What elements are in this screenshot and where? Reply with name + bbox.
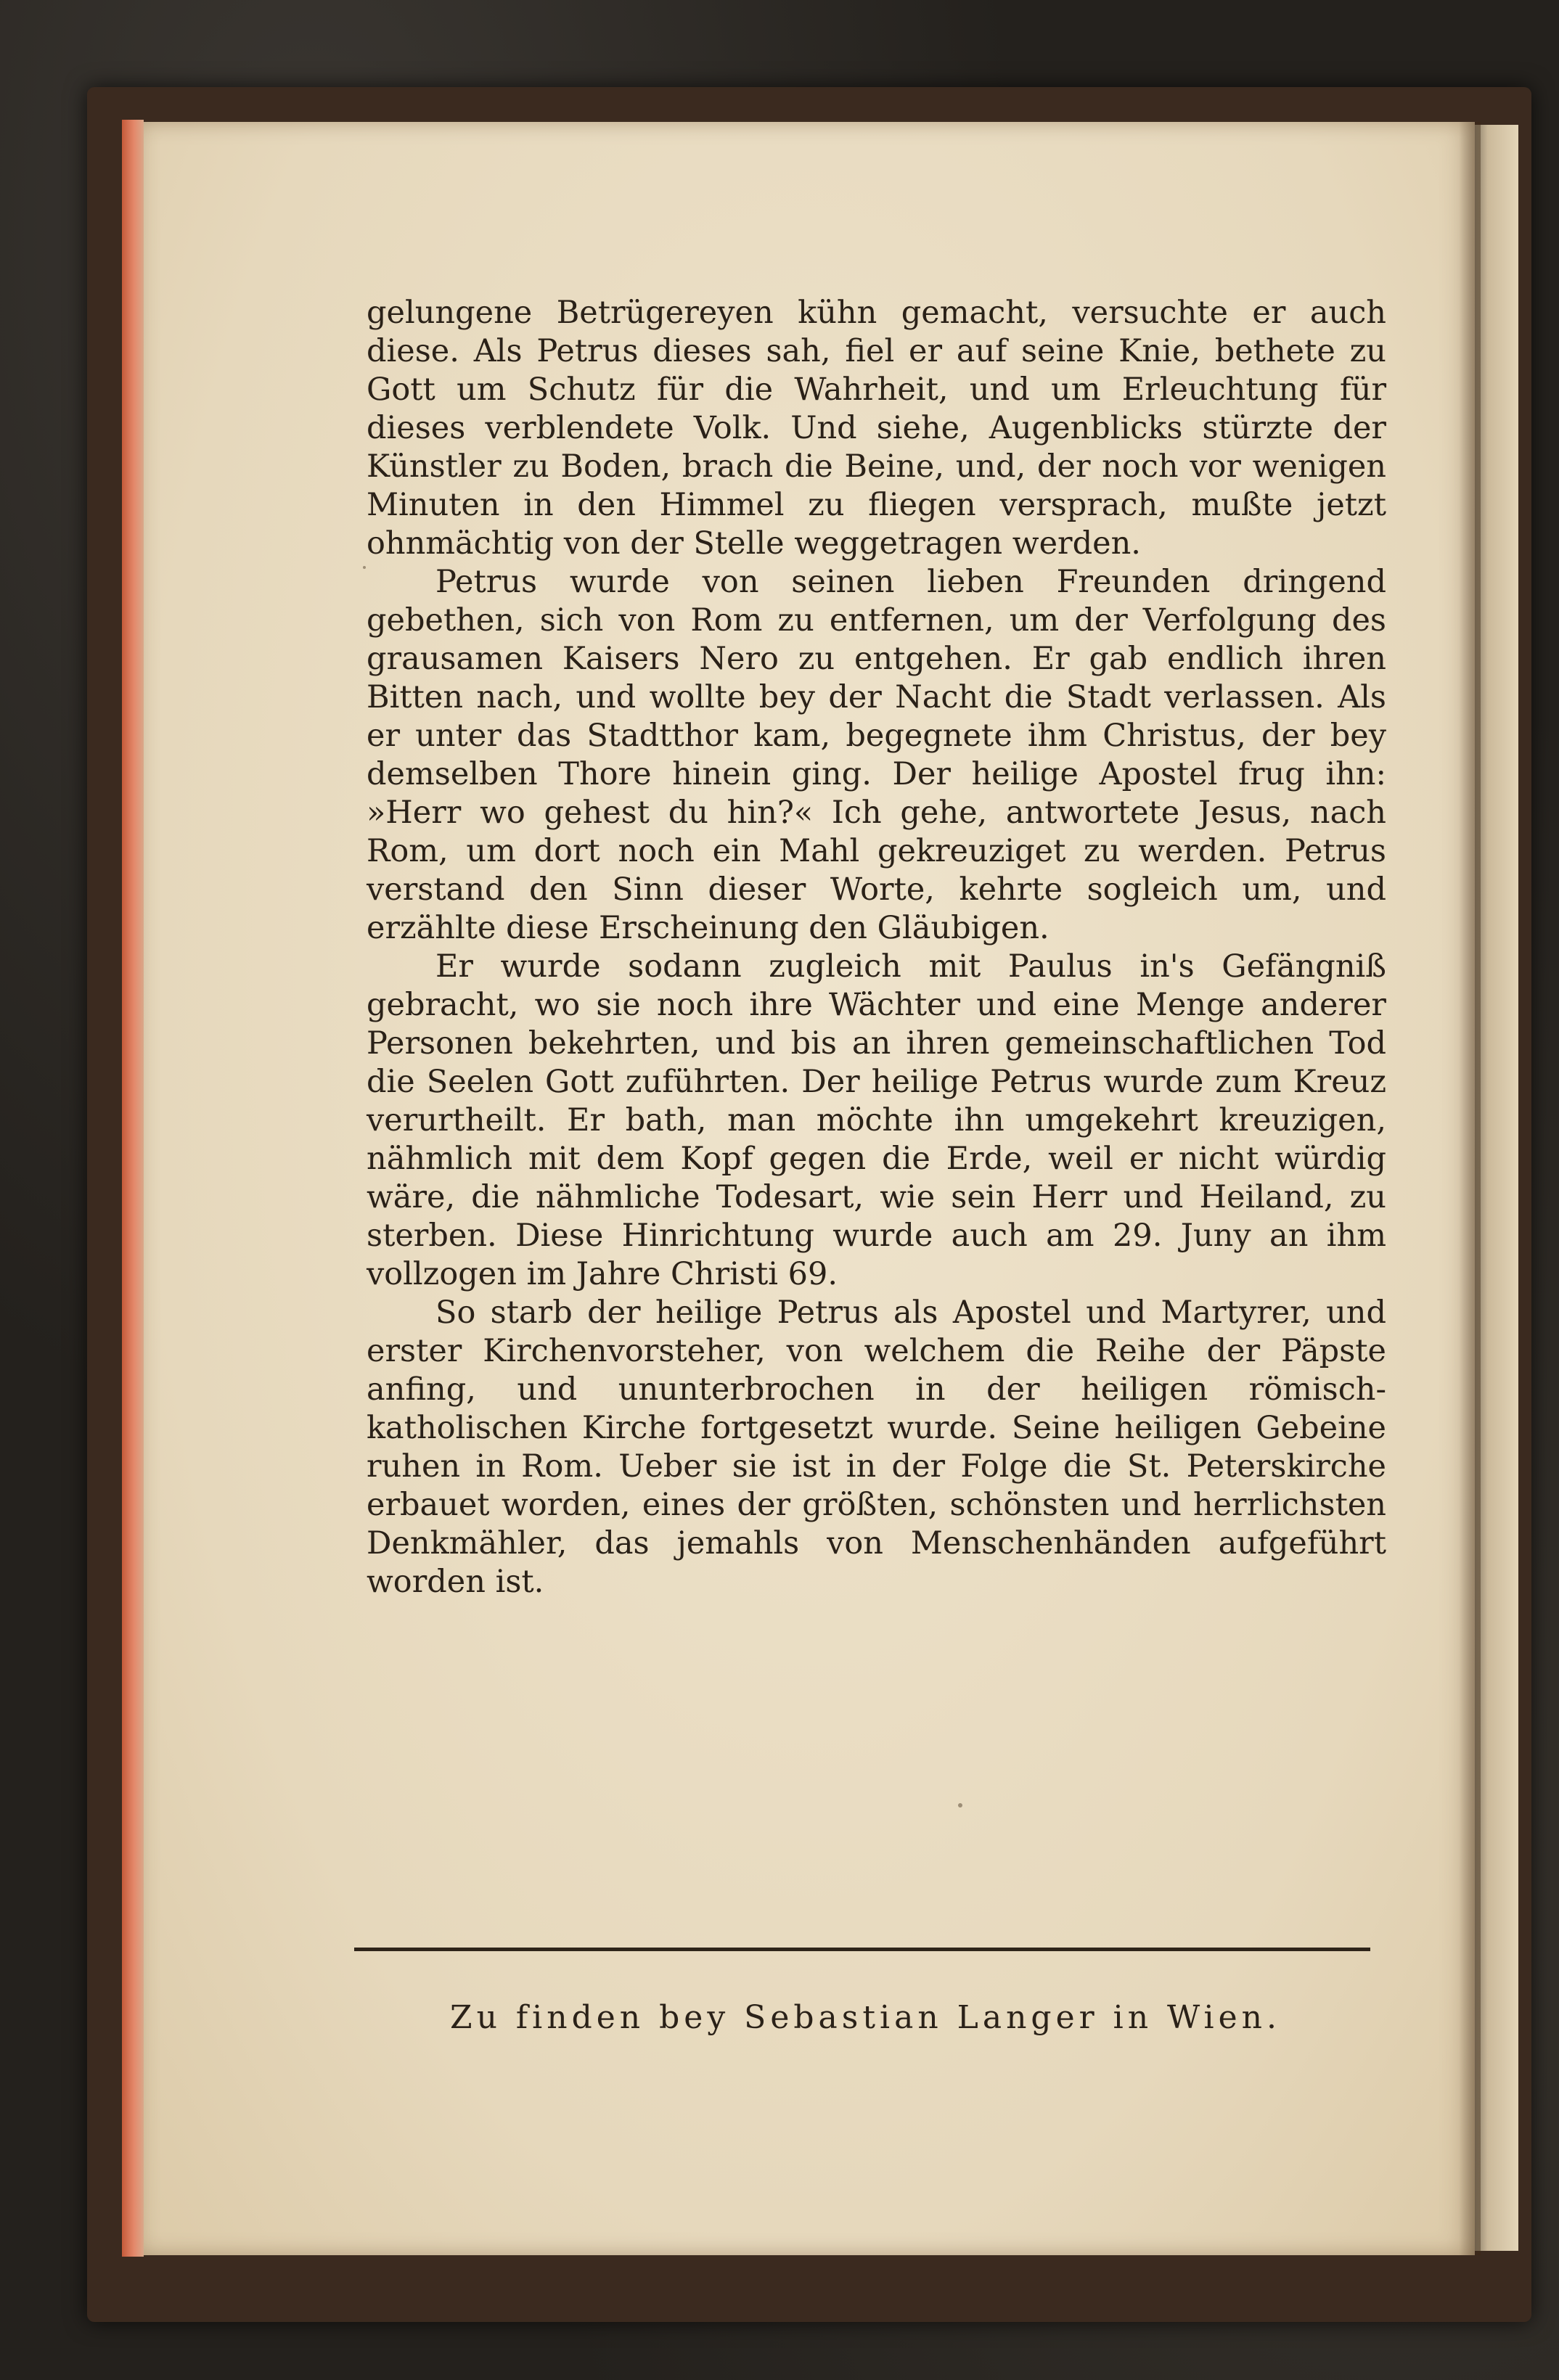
gutter-shadow — [1459, 122, 1481, 2255]
horizontal-rule — [354, 1948, 1370, 1951]
paragraph-3: Er wurde sodann zugleich mit Paulus in's Gefängniß gebracht, wo sie noch ihre Wächter und eine Menge anderer Personen bekehrten, und bis an ihren gemeinschaftlichen Tod die Seelen Gott zuführten. Der heilige Petrus wurde zum Kreuz verurtheilt. Er bath, man möchte ihn umgekehrt kreuzigen, nähmlich mit dem Kopf gegen die Erde, weil er nicht würdig wäre, die nähmliche Todesart, wie sein Herr und Heiland, zu sterben. Diese Hinrichtung wurde auch am 29. Juny an ihm vollzogen im Jahre Christi 69. — [367, 948, 1386, 1292]
body-text — [367, 294, 1386, 1601]
paragraph-4: So starb der heilige Petrus als Apostel und Martyrer, und erster Kirchenvorsteher, von welchem die Reihe der Päpste anfing, und ununterbrochen in der heiligen römisch-katholischen Kirche fortgesetzt wurde. Seine heiligen Gebeine ruhen in Rom. Ueber sie ist in der Folge die St. Peterskirche erbauet worden, eines der größten, schönsten und herrlichsten Denkmähler, das jemahls von Menschenhänden aufgeführt worden ist. — [367, 1294, 1386, 1600]
paper-speck — [958, 1803, 962, 1807]
paragraph-2: Petrus wurde von seinen lieben Freunden dringend gebethen, sich von Rom zu entfernen, um der Verfolgung des grausamen Kaisers Nero zu entgehen. Er gab endlich ihren Bitten nach, und wollte bey der Nacht die Stadt verlassen. Als er unter das Stadtthor kam, begegnete ihm Christus, der bey demselben Thore hinein ging. Der heilige Apostel frug ihn: »Herr wo gehest du hin?« Ich gehe, antwortete Jesus, nach Rom, um dort noch ein Mahl gekreuziget zu werden. Petrus verstand den Sinn dieser Worte, kehrte sogleich um, und erzählte diese Erscheinung den Gläubigen. — [367, 564, 1386, 946]
paper-speck — [363, 566, 366, 569]
facing-page-edge — [1475, 125, 1518, 2251]
red-page-edge — [122, 120, 144, 2257]
publisher-imprint: Zu finden bey Sebastian Langer in Wien. — [450, 1999, 1281, 2036]
paragraph-1: gelungene Betrügereyen kühn gemacht, versuchte er auch diese. Als Petrus dieses sah, fiel er auf seine Knie, bethete zu Gott um Schutz für die Wahrheit, und um Erleuchtung für dieses verblendete Volk. Und siehe, Augenblicks stürzte der Künstler zu Boden, brach die Beine, und, der noch vor wenigen Minuten in den Himmel zu fliegen versprach, mußte jetzt ohnmächtig von der Stelle weggetragen werden. — [367, 295, 1386, 562]
